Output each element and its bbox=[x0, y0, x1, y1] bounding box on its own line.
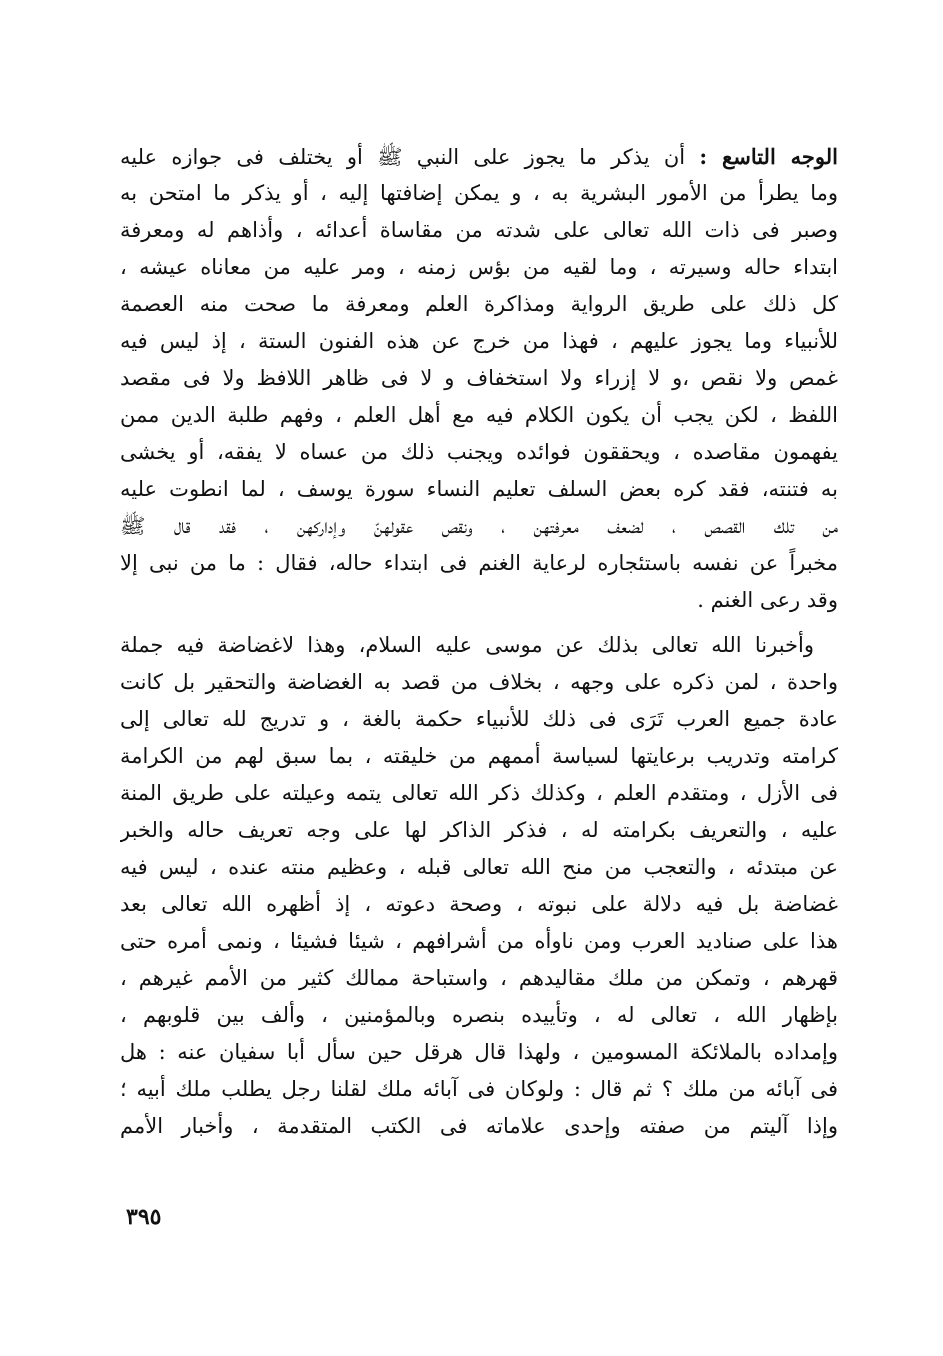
text-line: غضاضة بل فيه دلالة على نبوته ، وصحة دعوته ، إذ أظهره الله تعالى بعد bbox=[120, 892, 838, 916]
text-line: عادة جميع العرب تَرَى فى ذلك للأنبياء حكمة بالغة ، و تدريج لله تعالى إلى bbox=[120, 707, 838, 731]
body-text bbox=[120, 138, 838, 1145]
text-line: مخبراً عن نفسه باستئجاره لرعاية الغنم فى ابتداء حاله، فقال : ما من نبى إلا bbox=[120, 551, 838, 575]
text-line: وإمداده بالملائكة المسومين ، ولهذا قال هرقل حين سأل أبا سفيان عنه : هل bbox=[120, 1040, 838, 1064]
text-line: وإذا آليتم من صفته وإحدى علاماته فى الكتب المتقدمة ، وأخبار الأمم bbox=[120, 1114, 838, 1138]
paragraph-gap bbox=[120, 619, 838, 627]
text-line: غمص ولا نقص ،و لا إزراء ولا استخفاف و لا فى ظاهر اللافظ ولا فى مقصد bbox=[120, 366, 838, 390]
text-line: ابتداء حاله وسيرته ، وما لقيه من بؤس زمنه ، ومر عليه من معاناه عيشه ، bbox=[120, 255, 838, 279]
text-line: كل ذلك على طريق الرواية ومذاكرة العلم ومعرفة ما صحت منه العصمة bbox=[120, 292, 838, 316]
text-line: فى الأزل ، ومتقدم العلم ، وكذلك ذكر الله تعالى يتمه وعيلته على طريق المنة bbox=[120, 781, 838, 805]
text-line: قهرهم ، وتمكن من ملك مقاليدهم ، واستباحة ممالك كثير من الأمم غيرهم ، bbox=[120, 966, 838, 990]
text-line-content: أن يذكر ما يجوز على النبي ﷺ أو يختلف فى جوازه عليه bbox=[120, 145, 686, 169]
text-line: يفهمون مقاصده ، ويحققون فوائده ويجنب ذلك من عساه لا يفقه، أو يخشى bbox=[120, 440, 838, 464]
text-line: واحدة ، لمن ذكره على وجهه ، بخلاف من قصد به الغضاضة والتحقير بل كانت bbox=[120, 670, 838, 694]
text-line: فى آبائه من ملك ؟ ثم قال : ولوكان فى آبائه ملك لقلنا رجل يطلب ملك أبيه ؛ bbox=[120, 1077, 838, 1101]
text-line bbox=[120, 138, 838, 175]
text-line: وما يطرأ من الأمور البشرية به ، و يمكن إضافتها إليه ، أو يذكر ما امتحن به bbox=[120, 181, 838, 205]
page-number: ٣٩٥ bbox=[126, 1204, 162, 1230]
text-line: عليه ، والتعريف بكرامته له ، فذكر الذاكر لها على وجه تعريف حاله والخبر bbox=[120, 818, 838, 842]
text-line: من تلك القصص ، لضعف معرفتهن ، ونقص عقولهنّ وإداركهن ، فقد قال ﷺ bbox=[120, 514, 838, 538]
text-line: وصبر فى ذات الله تعالى على شدته من مقاساة أعدائه ، وأذاهم له ومعرفة bbox=[120, 218, 838, 242]
text-line: للأنبياء وما يجوز عليهم ، فهذا من خرج عن هذه الفنون الستة ، إذ ليس فيه bbox=[120, 329, 838, 353]
text-line: هذا على صناديد العرب ومن ناوأه من أشرافهم ، شيئا فشيئا ، ونمى أمره حتى bbox=[120, 929, 838, 953]
text-line: به فتنته، فقد كره بعض السلف تعليم النساء سورة يوسف ، لما انطوت عليه bbox=[120, 477, 838, 501]
text-line: عن مبتدئه ، والتعجب من منح الله تعالى قبله ، وعظيم منته عنده ، ليس فيه bbox=[120, 855, 838, 879]
section-heading: الوجه التاسع : bbox=[699, 144, 838, 169]
text-line: بإظهار الله ، تعالى له ، وتأييده بنصره وبالمؤمنين ، وألف بين قلوبهم ، bbox=[120, 1003, 838, 1027]
text-line: اللفظ ، لكن يجب أن يكون الكلام فيه مع أهل العلم ، وفهم طلبة الدين ممن bbox=[120, 403, 838, 427]
text-line: وأخبرنا الله تعالى بذلك عن موسى عليه السلام، وهذا لاغضاضة فيه جملة bbox=[120, 633, 814, 657]
text-line: وقد رعى الغنم . bbox=[697, 588, 838, 612]
text-line: كرامته وتدريب برعايتها لسياسة أممهم من خليقته ، بما سبق لهم من الكرامة bbox=[120, 744, 838, 768]
